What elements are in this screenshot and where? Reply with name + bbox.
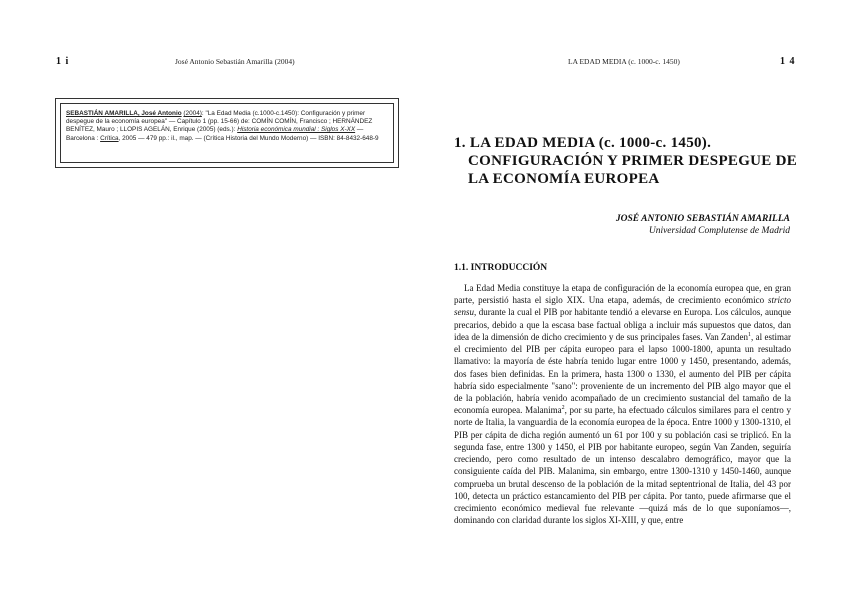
citation-box (55, 98, 399, 168)
page-number-left: 1 i (56, 56, 70, 67)
author-affiliation: Universidad Complutense de Madrid (648, 226, 790, 236)
citation-year: (2004) (183, 110, 202, 117)
body-paragraph (454, 282, 791, 526)
running-head-left: José Antonio Sebastián Amarilla (2004) (175, 57, 295, 66)
section-heading: 1.1. INTRODUCCIÓN (454, 263, 548, 273)
chapter-title (454, 134, 799, 188)
paragraph-part-2: , durante la cual el PIB por habitante tendió a elevarse en Europa. Los cálculos, aunque precarios, debido a que la escasa base factual obliga a incluir más supuestos que datos, dan idea de la dimensión de dicho crecimiento y de sus principales fases. Van Zanden (454, 307, 791, 342)
citation-publisher: Crítica (100, 134, 119, 142)
citation-text-1: : "La Edad Media (c.1000-c.1450): Configuración y primer despegue de la economía europea" — Capítulo 1 (pp. 15-66) de: COMÍN COMÍN, Francisco ; HERNÁNDEZ BENÍTEZ, Mauro ; LLOPIS AGELÁN, Enrique (2005) (eds.): (66, 110, 373, 134)
chapter-title-line2: CONFIGURACIÓN Y PRIMER DESPEGUE DE LA ECONOMÍA EUROPEA (468, 153, 798, 187)
citation-book-title: Historia económica mundial : Siglos X-XX (237, 126, 356, 134)
paragraph-italic: stricto sensu (454, 295, 791, 318)
author-name: JOSÉ ANTONIO SEBASTIÁN AMARILLA (615, 214, 790, 224)
citation-text-2: — Barcelona : (66, 126, 364, 142)
citation-text (60, 103, 394, 163)
author-block (616, 213, 790, 237)
chapter-title-line1: 1. LA EDAD MEDIA (c. 1000-c. 1450). (454, 135, 712, 151)
paragraph-part-1: La Edad Media constituye la etapa de configuración de la economía europea que, en gran parte, persistió hasta el siglo XIX. Una etapa, además, de crecimiento económico (454, 283, 791, 306)
citation-author: SEBASTIÁN AMARILLA, José Antonio (66, 110, 182, 117)
page-number-right: 1 4 (780, 56, 796, 67)
citation-text-3: , 2005 — 479 pp.: il., map. — (Crítica Historia del Mundo Moderno) — ISBN: 84-8432-648-9 (118, 134, 379, 142)
paragraph-part-3: , al estimar el crecimiento del PIB per cápita europeo para el lapso 1000-1800, apunta un resultado llamativo: la mayoría de éste habría tenido lugar entre 1000 y 1450, presentando, además, dos fases bien definidas. En la primera, hasta 1300 o 1330, el aumento del PIB per cápita habría sido especialmente "sano": proveniente de un incremento del PIB algo mayor que el de la población, habría venido acompañado de un crecimiento sustancial del tamaño de la economía europea. Malanima (454, 331, 791, 416)
paragraph-part-4: , por su parte, ha efectuado cálculos similares para el centro y norte de Italia, la vanguardia de la economía europea de la época. Entre 1000 y 1300-1310, el PIB per cápita de dicha región aumentó un 61 por 100 y su población casi se triplicó. En la segunda fase, entre 1300 y 1450, el PIB por habitante europeo, según Van Zanden, seguiría creciendo, pero como resultado de un intenso descalabro demográfico, mayor que la consiguiente caída del PIB. Malanima, sin embargo, entre 1300-1310 y 1450-1460, aunque comprueba un brutal descenso de la población de la mitad septentrional de Italia, del 43 por 100, detecta un práctico estancamiento del PIB per cápita. Por tanto, puede afirmarse que el crecimiento económico medieval fue relevante —quizá más de lo que suponíamos—, dominando con claridad durante los siglos XI-XIII, y que, entre (454, 405, 791, 526)
running-head-right: LA EDAD MEDIA (c. 1000-c. 1450) (568, 57, 680, 66)
footnote-ref-2[interactable]: 2 (561, 405, 565, 412)
footnote-ref-1[interactable]: 1 (748, 331, 752, 338)
